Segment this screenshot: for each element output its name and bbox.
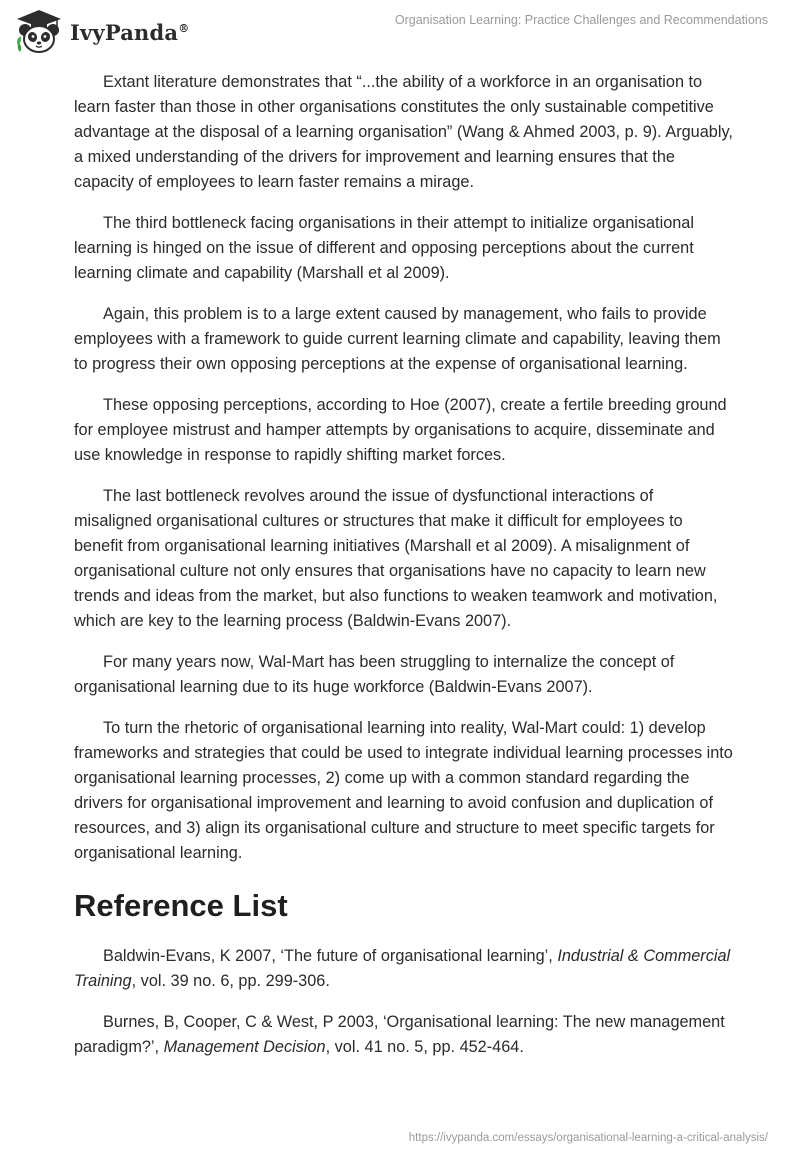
- reference-details: , vol. 41 no. 5, pp. 452-464.: [325, 1038, 524, 1056]
- reference-citation: Burnes, B, Cooper, C & West, P 2003, ‘Organisational learning: The new management paradigm?’,: [74, 1013, 725, 1056]
- brand-name: IvyPanda®: [70, 19, 190, 45]
- body-paragraph: To turn the rhetoric of organisational learning into reality, Wal-Mart could: 1) develop frameworks and strategies that could be used to integrate individual learning processes into organisational learning processes, 2) come up with a common standard regarding the drivers for organisational improvement and learning to avoid confusion and duplication of resources, and 3) align its organisational culture and structure to meet specific targets for organisational learning.: [74, 719, 733, 862]
- essay-content: [74, 70, 734, 1076]
- reference-entry: [74, 1010, 734, 1060]
- panda-graduate-icon: [14, 8, 64, 56]
- ivypanda-logo[interactable]: [14, 8, 189, 56]
- body-paragraph: The third bottleneck facing organisations in their attempt to initialize organisational learning is hinged on the issue of different and opposing perceptions about the current learning climate and capability (Marshall et al 2009).: [74, 214, 694, 282]
- reference-journal: Industrial & Commercial Training: [74, 947, 731, 990]
- body-paragraph: The last bottleneck revolves around the issue of dysfunctional interactions of misaligned organisational cultures or structures that make it difficult for employees to benefit from organisational learning initiatives (Marshall et al 2009). A misalignment of organisational culture not only ensures that organisations have no capacity to learn new trends and ideas from the market, but also functions to weaken teamwork and motivation, which are key to the learning process (Baldwin-Evans 2007).: [74, 487, 718, 630]
- registered-mark: ®: [178, 21, 190, 35]
- reference-citation: Baldwin-Evans, K 2007, ‘The future of organisational learning’,: [103, 947, 558, 965]
- page-header: [0, 0, 800, 60]
- reference-entry: [74, 944, 734, 994]
- running-title: Organisation Learning: Practice Challenges and Recommendations: [394, 13, 768, 27]
- body-paragraph: These opposing perceptions, according to Hoe (2007), create a fertile breeding ground for employee mistrust and hamper attempts by organisations to acquire, disseminate and use knowledge in response to rapidly shifting market forces.: [74, 396, 727, 464]
- body-paragraph: Extant literature demonstrates that “...the ability of a workforce in an organisation to learn faster than those in other organisations constitutes the only sustainable competitive advantage at the disposal of a learning organisation” (Wang & Ahmed 2003, p. 9). Arguably, a mixed understanding of the drivers for improvement and learning ensures that the capacity of employees to learn faster remains a mirage.: [74, 73, 733, 191]
- reference-list-heading: Reference List: [74, 888, 288, 923]
- source-url-link[interactable]: https://ivypanda.com/essays/organisational-learning-a-critical-analysis/: [408, 1132, 768, 1144]
- reference-details: , vol. 39 no. 6, pp. 299-306.: [131, 972, 330, 990]
- body-paragraph: For many years now, Wal-Mart has been struggling to internalize the concept of organisational learning due to its huge workforce (Baldwin-Evans 2007).: [74, 653, 675, 696]
- body-paragraph: Again, this problem is to a large extent caused by management, who fails to provide employees with a framework to guide current learning climate and capability, leaving them to progress their own opposing perceptions at the expense of organisational learning.: [74, 305, 721, 373]
- reference-journal: Management Decision: [163, 1038, 326, 1056]
